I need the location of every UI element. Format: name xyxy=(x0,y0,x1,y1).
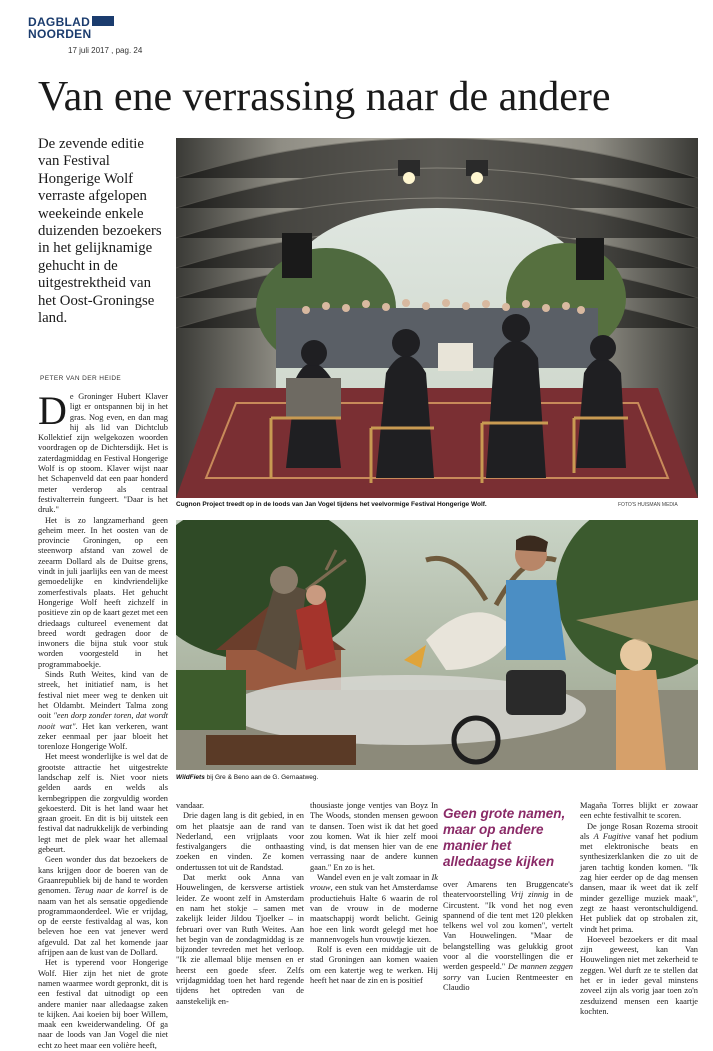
pull-quote: Geen grote namen, maar op andere manier het alledaagse kijken xyxy=(443,806,566,869)
headline: Van ene verrassing naar de andere xyxy=(38,74,611,120)
photo1-caption: Cugnon Project treedt op in de loods van Jan Vogel tijdens het veelvormige Festival Hongerige Wolf. xyxy=(176,501,487,508)
photo-wildfiets xyxy=(176,520,698,770)
dropcap: D xyxy=(38,388,67,433)
photo-wildfiets-illustration xyxy=(176,520,698,770)
dateline: 17 juli 2017 , pag. 24 xyxy=(68,46,143,55)
photo-concert-illustration xyxy=(176,138,698,498)
masthead-emblem xyxy=(92,16,114,26)
body-column-3: thousiaste jonge ventjes van Boyz In The Woods, stonden mensen gewoon te dansen. Toen wist ik dat het goed zou komen. Wat ik hier zelf mooi vind, is dat mensen hier van de ene verrassing naar de andere kunnen gaan." En zo is het. Wandel even en je valt zomaar in Ik vrouw, een stuk van het Amsterdamse productiehuis Halte 6 waarin de rol van de vrouw in de moderne maatschappij wordt belicht. Geinig hoe een link wordt gelegd met hoe mannenvogels hun vrouwtje kiezen. Rolf is even een middagje uit de stad Groningen aan komen waaien om een katertje weg te werken. Hij heeft het naar de zin en is positief xyxy=(310,801,438,986)
photo1-credit: FOTO'S HUISMAN MEDIA xyxy=(618,502,678,508)
photo2-caption: WildFiets bij Gre & Beno aan de G. Gernaatweg. xyxy=(176,774,319,781)
byline: PETER VAN DER HEIDE xyxy=(40,375,122,382)
body-column-1: De Groninger Hubert Klaver ligt er ontspannen bij in het gras. Nog even, en dan mag hij als lid van Dichtclub Kollektief zijn welgekozen woorden voordragen op de Dichtersdijk. Het is zaterdagmiddag en Festival Hongerige Wolf is op stoom. Klaver wijst naar het Schapenveld dat een paar honderd meter verderop als centraal festivalterrein fungeert. "Daar is het druk." Het is zo langzamerhand geen geheim meer. In het oosten van de provincie Groningen, op een steenworp afstand van zowel de zeearm Dollard als de Duitse grens, vindt in juli jaarlijks een van de meest gemoedelijke en kindvriendelijke zomerfestivals plaats. Het gehucht Hongerige Wolf heeft zichzelf in positieve zin op de kaart gezet met een driedaags cultureel evenement dat breed wordt gedragen door de inwoners die bijna stuk voor stuk worden voorgesteld in het programmaboekje. Sinds Ruth Weites, kind van de streek, het initiatief nam, is het festival niet meer weg te denken uit het Oldambt. Meindert Talma zong ooit "een dorp zonder toren, dat wordt nooit wat". Het kan verkeren, want zeker eenmaal per jaar bloeit het torenloze Hongerige Wolf. Het meest wonderlijke is wel dat de grootste attractie het uitgestrekte landschap zelf is. Niet voor niets gelden aards en welds als kernbegrippen die zorgvuldig worden gekoesterd. Dit is het land waar het graan groeit. En dit is bij uitstek een festival dat nadrukkelijk de verbinding legt met de plek waar het allemaal gebeurt. Geen wonder dus dat bezoekers de kans krijgen door de boeren van de Graanrepubliek bij de hand te worden genomen. Terug naar de korrel is de naam van het als sensatie opgediende programmaonderdeel. Wie er vrijdag, op de eerste festivaldag al was, kon beleven hoe een vat jenever werd afgevuld. Dat zal het komende jaar afrijpen aan de kust van de Dollard. Het is typerend voor Hongerige Wolf. Hier zijn het niet de grote namen waarmee wordt gepronkt, dit is een festival dat uitnodigt op een andere manier naar alledaagse zaken te kijken. Aai koeien bij boer Willem, maak een kweiderwandeling. Of ga naar de loods van Jan Vogel die niet echt zo heet maar een volière heeft, xyxy=(38,388,169,1050)
body-column-2: vandaar. Drie dagen lang is dit gebied, in en om het plaatsje aan de rand van Nederland, een vrijplaats voor festivalgangers die onthaasting zoeken en vinden. Ze komen ondertussen tot uit de Randstad. Dat merkt ook Anna van Houwelingen, de kersverse artistiek leider. Ze woont zelf in Amsterdam en nam het stokje – samen met zakelijk leider Jildou Tjoelker – in februari over van Ruth Weites. Aan het begin van de zondagmiddag is ze bijzonder tevreden met het verloop. "Ik zie allemaal blije mensen en er heerst een goede sfeer. Zelfs vrijdagmiddag toen het hard regende tijdens het optreden van de aanstekelijk en- xyxy=(176,801,304,1006)
body-column-4: over Amarens ten Bruggencate's theatervoorstelling Vrij zinnig in de Circustent. "Ik vond het nog even spannend of die tent met 120 plekken telkens wel vol zou komen", vertelt Van Houwelingen. "Maar de belangstelling was gelukkig groot voor al die voorstellingen die er werden gespeeld." De mannen zeggen sorry van Lucien Rentmeester en Claudio xyxy=(443,880,573,992)
intro-text: De zevende editie van Festival Hongerige Wolf verraste afgelopen weekeinde enkele duizenden bezoekers in het gelijknamige gehucht in de uitgestrektheid van het Oost-Groningse land. xyxy=(38,136,162,327)
masthead-logo: DAGBLAD NOORDEN xyxy=(28,16,114,40)
body-column-5: Magaña Torres blijkt er zowaar een echte festivalhit te scoren. De jonge Rosan Rozema strooit als A Fugitive vanaf het podium met elektronische beats en synthesizerklanken die zo uit de jaren tachtig konden komen. "Ik zag hier eerder op de dag mensen dansen, maar ik weet dat ik zelf minder gezellige muziek maak", zegt ze haast verontschuldigend. Het publiek dat op strobalen zit, vindt het prima. Hoeveel bezoekers er dit maal zijn geweest, kan Van Houwelingen niet met zekerheid te zeggen. Wel durft ze te stellen dat het er in ieder geval minstens zoveel zijn als vorig jaar toen zo'n zesduizend mensen een kaartje kochten. xyxy=(580,801,699,1016)
photo-concert-hangar xyxy=(176,138,698,498)
